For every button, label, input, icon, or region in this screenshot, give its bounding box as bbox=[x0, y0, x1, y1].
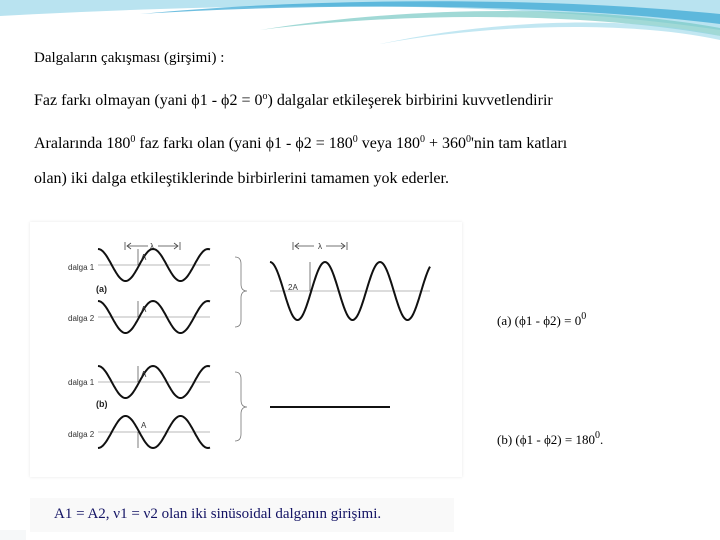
wave2-label-a: dalga 2 bbox=[68, 314, 95, 323]
amplitude-label-2a: A bbox=[141, 305, 147, 314]
amplitude-label-1b: A bbox=[141, 370, 147, 379]
lambda-symbol-left: λ bbox=[150, 242, 154, 251]
wave1-label-b: dalga 1 bbox=[68, 378, 95, 387]
part-a-label: (a) bbox=[96, 284, 107, 294]
statement-180-phase-difference: Aralarında $180^0$ faz farkı olan (yani $\phi 1 - \phi 2 = 180^0$ veya $180^0 + 360^0'nin$ tam katları bbox=[34, 134, 568, 152]
phi2-symbol: ϕ2 bbox=[221, 92, 238, 109]
amplitude-label-1a: A bbox=[141, 253, 147, 262]
part-b-label: (b) bbox=[96, 399, 108, 409]
phi1-symbol: ϕ1 bbox=[191, 92, 208, 109]
slide-title: Dalgaların çakışması (girşimi) : bbox=[34, 50, 225, 66]
amplitude-label-2b: A bbox=[141, 421, 147, 430]
brace-a bbox=[235, 257, 247, 327]
statement-continuation: olan) iki dalga etkileştiklerinde birbirlerini tamamen yok ederler. bbox=[34, 170, 449, 187]
amplitude-markers bbox=[138, 249, 310, 448]
footer-decoration bbox=[0, 530, 26, 540]
case-a-label: (a) $(\phi 1 - \phi 2) = 0^0$ bbox=[497, 311, 587, 328]
brace-b bbox=[235, 372, 247, 441]
interference-figure bbox=[30, 222, 462, 477]
amplitude-label-2a-result: 2A bbox=[288, 283, 298, 292]
figure-caption-box bbox=[30, 498, 454, 532]
wave1-label-a: dalga 1 bbox=[68, 263, 95, 272]
statement-no-phase-difference: Faz farkı olmayan (yani $\phi 1 - \phi 2 = 0^o$) dalgalar etkileşerek birbirini kuvvetlendirir bbox=[34, 91, 553, 109]
case-b-label: (b) $(\phi 1 - \phi 2) = 180^0$. bbox=[497, 430, 604, 447]
wave2-label-b: dalga 2 bbox=[68, 430, 95, 439]
lambda-symbol-right: λ bbox=[318, 242, 322, 251]
figure-caption: A1 = A2, ν1 = ν2 olan iki sinüsoidal dalganın girişimi. bbox=[54, 506, 382, 522]
